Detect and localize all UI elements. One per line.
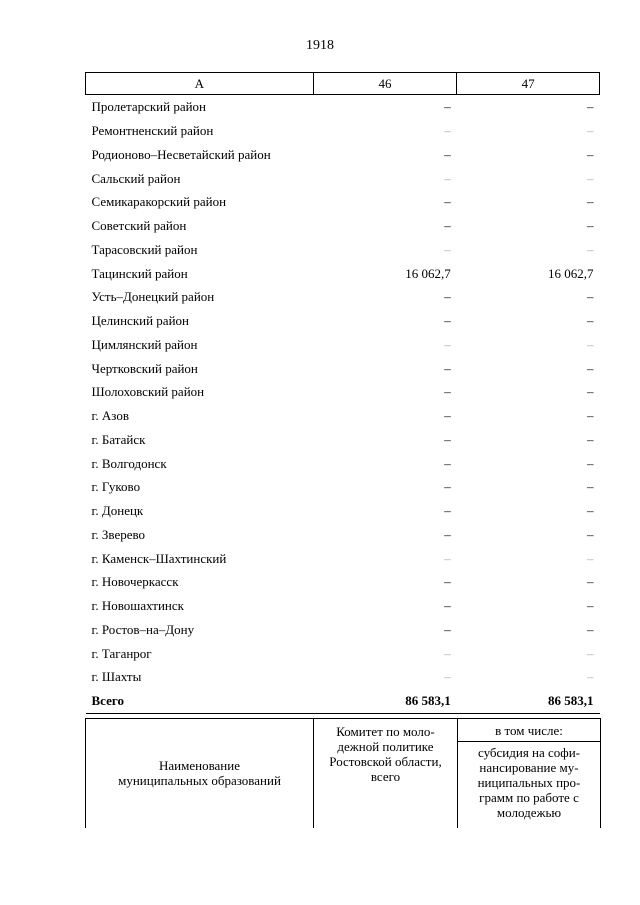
header-line: нансирование му-	[479, 760, 579, 775]
row-value-47: –	[587, 99, 594, 115]
header-line: субсидия на софи-	[477, 745, 581, 760]
table-row	[86, 570, 600, 594]
row-name-cell: Шолоховский район	[91, 384, 205, 400]
row-value-47: –	[587, 645, 594, 661]
table-row	[86, 475, 600, 499]
row-value-47: –	[587, 123, 594, 139]
row-value-46: –	[444, 431, 451, 447]
total-name-cell: Всего	[86, 689, 314, 713]
row-name-cell: г. Донецк	[91, 503, 144, 519]
row-value-46: –	[444, 194, 451, 210]
header-subsidy	[458, 745, 600, 820]
table-row	[86, 143, 600, 167]
row-name-cell: Тацинский район	[91, 265, 188, 281]
data-table	[85, 72, 600, 714]
row-value-46: –	[444, 574, 451, 590]
row-value-47: –	[587, 550, 594, 566]
table-body	[86, 95, 600, 714]
row-value-46: –	[444, 503, 451, 519]
header-line: молодежью	[496, 805, 562, 820]
row-name-cell: г. Азов	[91, 408, 129, 424]
row-name-cell: Целинский район	[91, 313, 189, 329]
table-row	[86, 428, 600, 452]
table-row	[86, 119, 600, 143]
header-line: Ростовской области,	[329, 754, 442, 769]
table-row	[86, 333, 600, 357]
header-line: дежной политике	[337, 739, 434, 754]
row-name-cell: Пролетарский район	[91, 99, 207, 115]
row-value-46: –	[444, 455, 451, 471]
table-row	[86, 404, 600, 428]
row-name-cell: Тарасовский район	[91, 241, 198, 257]
row-name-cell: Ремонтненский район	[91, 123, 214, 139]
row-value-46: –	[444, 645, 451, 661]
row-value-46: –	[444, 170, 451, 186]
row-name-cell: г. Батайск	[91, 431, 146, 447]
row-value-47: –	[587, 408, 594, 424]
row-value-46: –	[444, 360, 451, 376]
row-name-cell: Сальский район	[91, 170, 181, 186]
row-value-46: –	[444, 99, 451, 115]
row-value-47: –	[587, 503, 594, 519]
row-value-47: –	[587, 621, 594, 637]
row-value-46: –	[444, 336, 451, 352]
header-line: ниципальных про-	[477, 775, 581, 790]
table-row	[86, 618, 600, 642]
total-value-47: 86 583,1	[457, 689, 600, 713]
row-value-46: –	[444, 384, 451, 400]
table-row	[86, 238, 600, 262]
table-row	[86, 380, 600, 404]
row-name-cell: Родионово–Несветайский район	[91, 146, 271, 162]
table-row	[86, 499, 600, 523]
row-value-47: –	[587, 218, 594, 234]
row-value-46: –	[444, 621, 451, 637]
row-name-cell: г. Шахты	[91, 669, 142, 685]
row-value-46: –	[444, 123, 451, 139]
row-name-cell: г. Таганрог	[91, 645, 152, 661]
row-value-47: –	[587, 313, 594, 329]
row-value-47: –	[587, 669, 594, 685]
column-header-47: 47	[457, 73, 600, 95]
row-name-cell: Семикаракорский район	[91, 194, 227, 210]
row-value-47: –	[587, 360, 594, 376]
row-name-cell: г. Ростов–на–Дону	[91, 621, 195, 637]
row-value-47: 16 062,7	[548, 265, 594, 281]
row-value-47: –	[587, 289, 594, 305]
row-value-46: –	[444, 598, 451, 614]
row-value-46: –	[444, 289, 451, 305]
row-value-47: –	[587, 598, 594, 614]
row-name-cell: Чертковский район	[91, 360, 198, 376]
row-value-47: –	[587, 431, 594, 447]
row-name-cell: г. Зверево	[91, 526, 146, 542]
row-name-cell: Цимлянский район	[91, 336, 198, 352]
column-header-a: А	[86, 73, 314, 95]
table-row	[86, 523, 600, 547]
table-row	[86, 451, 600, 475]
row-value-46: –	[444, 669, 451, 685]
row-name-cell: Советский район	[91, 218, 187, 234]
row-value-46: 16 062,7	[405, 265, 451, 281]
row-value-46: –	[444, 550, 451, 566]
row-value-47: –	[587, 479, 594, 495]
column-header-46: 46	[313, 73, 457, 95]
table-row	[86, 95, 600, 119]
table-row	[86, 285, 600, 309]
row-value-46: –	[444, 241, 451, 257]
table-row	[86, 166, 600, 190]
row-value-47: –	[587, 241, 594, 257]
row-value-47: –	[587, 526, 594, 542]
table-row	[86, 665, 600, 689]
row-value-46: –	[444, 313, 451, 329]
row-value-47: –	[587, 336, 594, 352]
total-value-46: 86 583,1	[313, 689, 457, 713]
row-name-cell: г. Новошахтинск	[91, 598, 184, 614]
header-line: муниципальных образований	[118, 773, 281, 788]
row-value-46: –	[444, 146, 451, 162]
header-committee-total	[314, 724, 457, 784]
row-name-cell: г. Каменск–Шахтинский	[91, 550, 227, 566]
table-row	[86, 190, 600, 214]
header-municipal-name	[86, 758, 313, 788]
total-row	[86, 689, 600, 713]
row-value-47: –	[587, 170, 594, 186]
row-value-47: –	[587, 146, 594, 162]
row-value-46: –	[444, 479, 451, 495]
header-line: Наименование	[159, 758, 240, 773]
row-name-cell: г. Новочеркасск	[91, 574, 179, 590]
row-name-cell: г. Гуково	[91, 479, 141, 495]
table-row	[86, 309, 600, 333]
table-row	[86, 546, 600, 570]
row-value-46: –	[444, 526, 451, 542]
row-value-47: –	[587, 455, 594, 471]
column-header-row	[86, 73, 600, 95]
header-line: Комитет по моло-	[336, 724, 435, 739]
table-row	[86, 641, 600, 665]
row-value-47: –	[587, 384, 594, 400]
table-row	[86, 356, 600, 380]
row-value-47: –	[587, 194, 594, 210]
table-row	[86, 214, 600, 238]
page-number: 1918	[306, 38, 334, 53]
row-value-46: –	[444, 408, 451, 424]
header-line: всего	[370, 769, 401, 784]
table-row	[86, 594, 600, 618]
row-value-47: –	[587, 574, 594, 590]
header-line: грамм по работе с	[479, 790, 579, 805]
row-name-cell: г. Волгодонск	[91, 455, 167, 471]
row-value-46: –	[444, 218, 451, 234]
table-row	[86, 261, 600, 285]
row-name-cell: Усть–Донецкий район	[91, 289, 215, 305]
header-including: в том числе:	[495, 723, 563, 738]
